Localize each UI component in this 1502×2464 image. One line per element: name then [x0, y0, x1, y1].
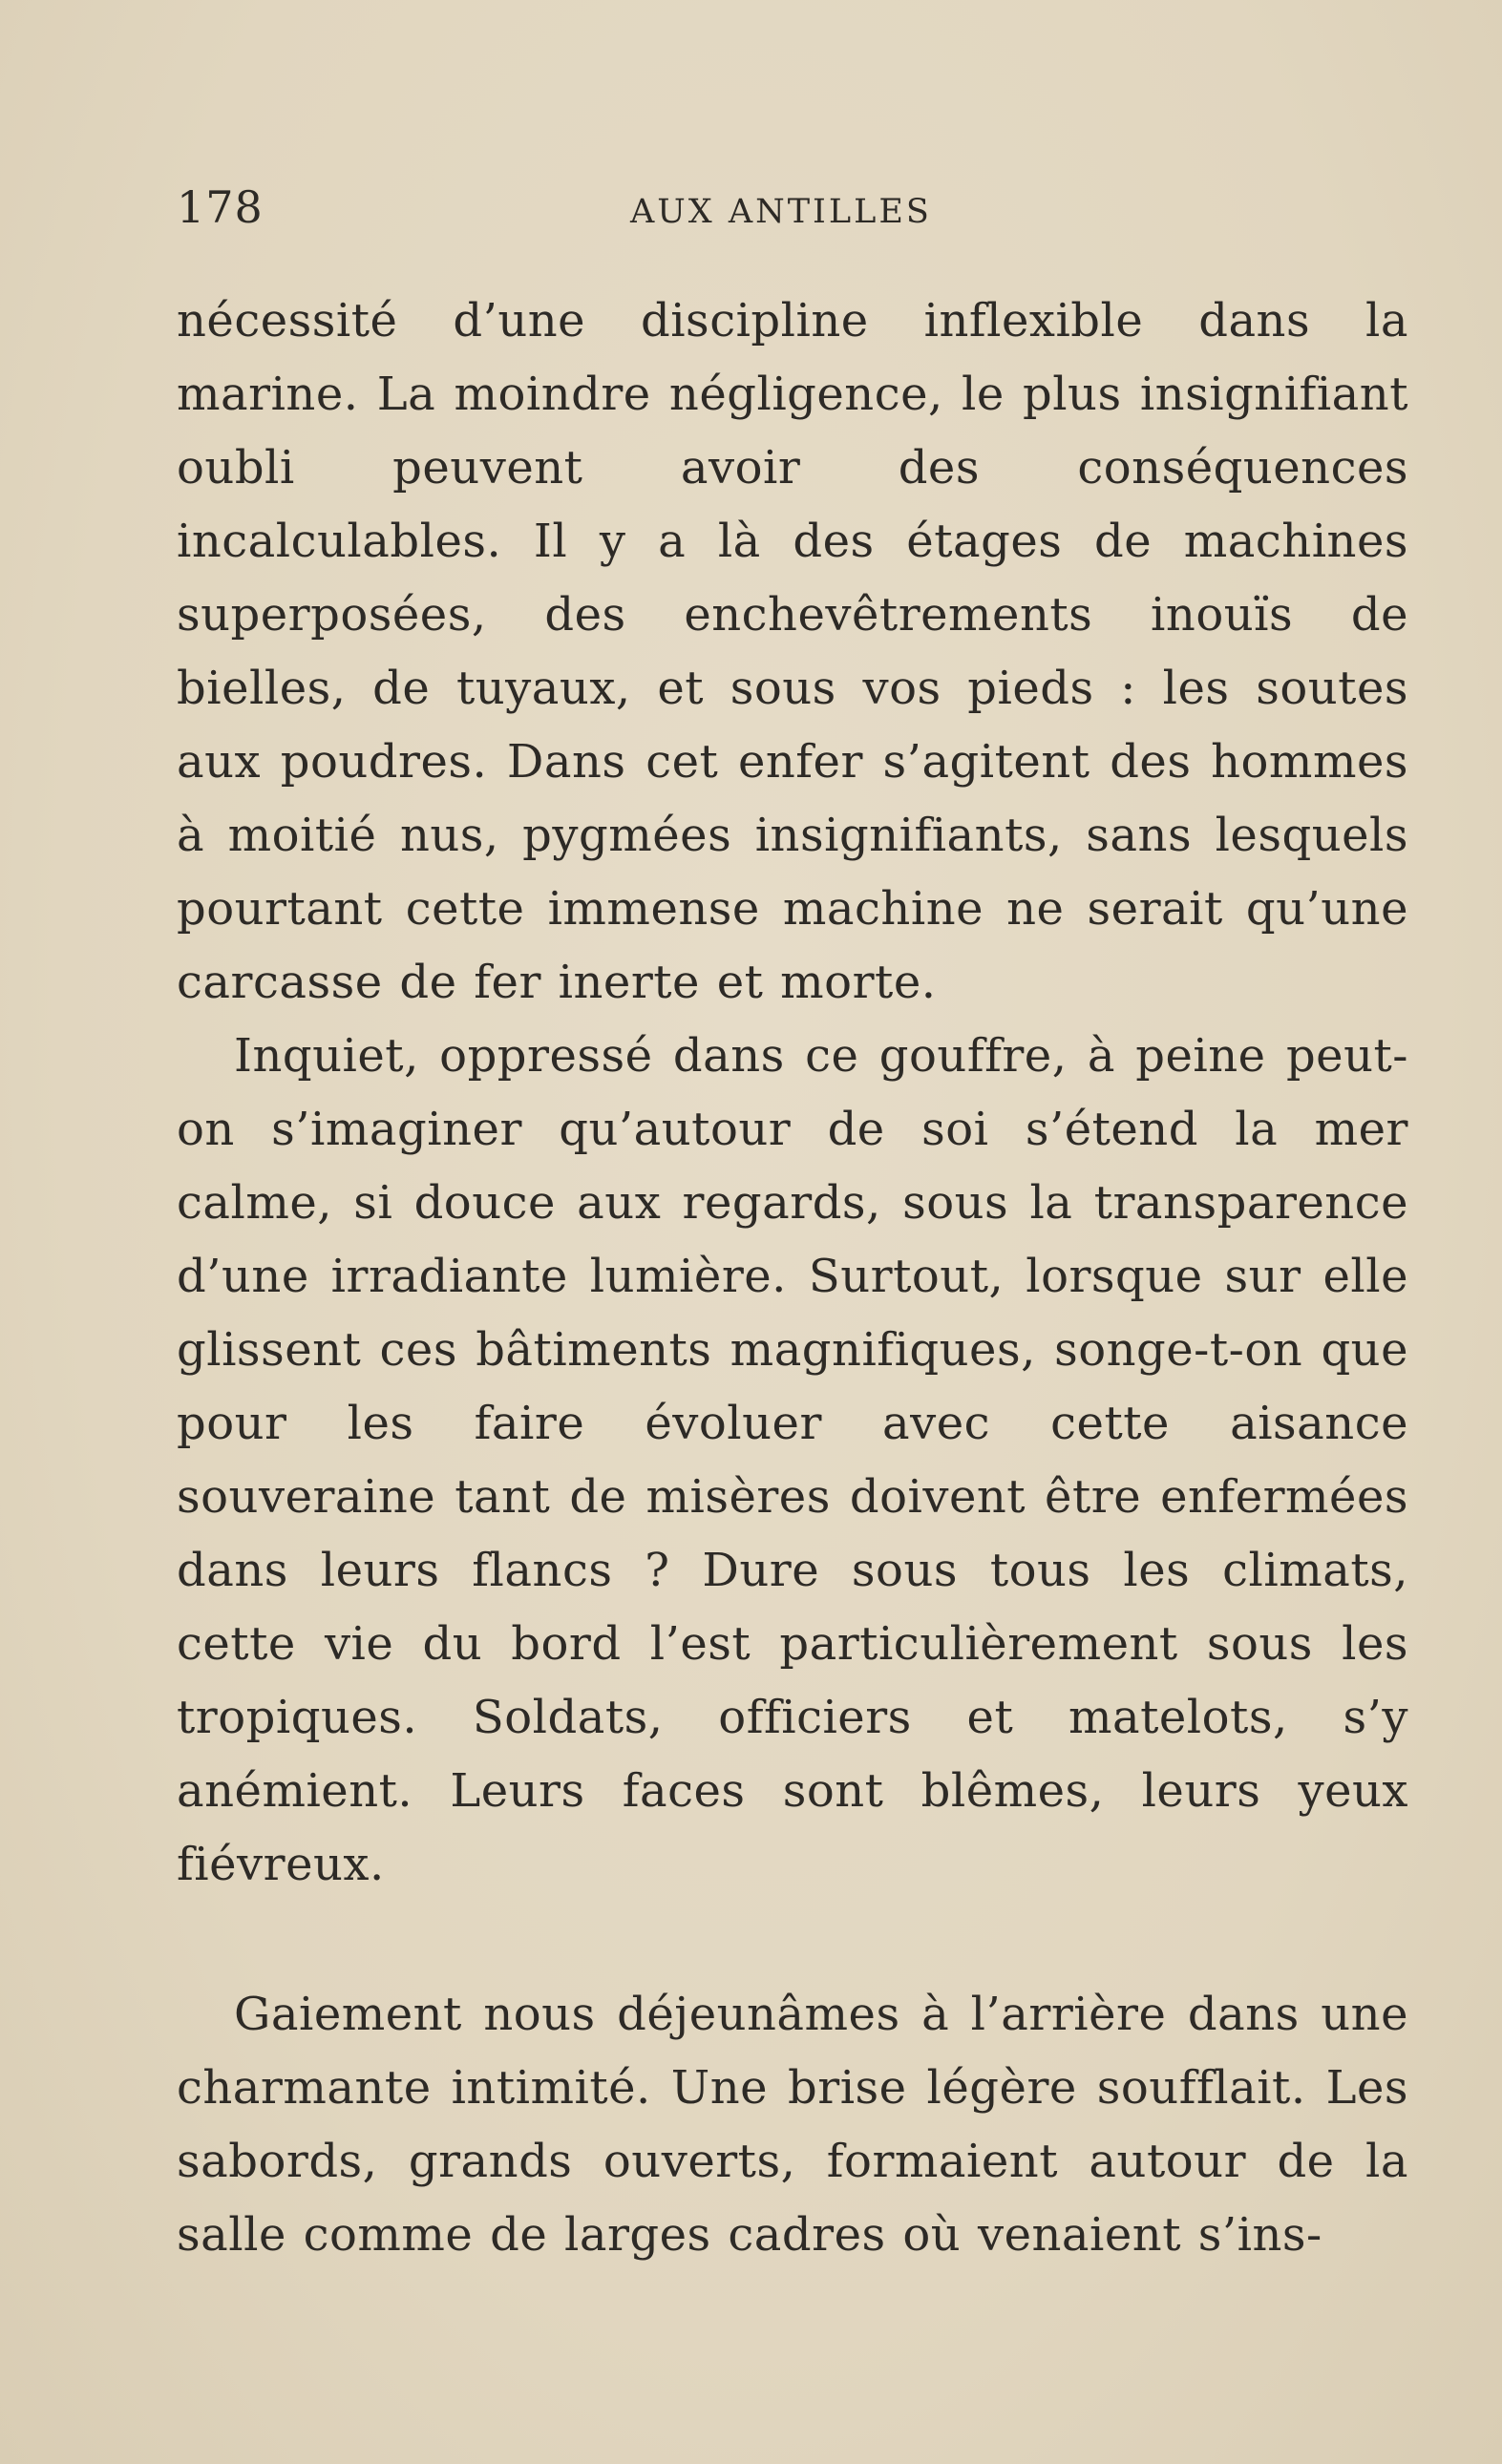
paragraph: Inquiet, oppressé dans ce gouffre, à peine peut-on s’imaginer qu’autour de soi s’étend la mer calme, si douce aux regards, sous la transparence d’une irradiante lumière. Surtout, lorsque sur elle glissent ces bâtiments magnifiques, songe-t-on que pour les faire évoluer avec cette aisance souveraine tant de misères doivent être enfermées dans leurs flancs ? Dure sous tous les climats, cette vie du bord l’est particulièrement sous les tropiques. Soldats, officiers et matelots, s’y anémient. Leurs faces sont blêmes, leurs yeux fiévreux.: [177, 1029, 1408, 1891]
paragraph: Gaiement nous déjeunâmes à l’arrière dans une charmante intimité. Une brise légère soufflait. Les sabords, grands ouverts, formaient autour de la salle comme de larges cadres où venaient s’ins-: [177, 1988, 1408, 2262]
body-text: [177, 284, 1408, 2272]
page-number: 178: [177, 181, 264, 233]
running-head: [177, 181, 1437, 239]
running-title: AUX ANTILLES: [630, 193, 932, 231]
paragraph-continued: nécessité d’une discipline inflexible dans la marine. La moindre négligence, le plus insignifiant oubli peuvent avoir des conséquences incalculables. Il y a là des étages de machines superposées, des enchevêtrements inouïs de bielles, de tuyaux, et sous vos pieds : les soutes aux poudres. Dans cet enfer s’agitent des hommes à moitié nus, pygmées insignifiants, sans lesquels pourtant cette immense machine ne serait qu’une carcasse de fer inerte et morte.: [177, 294, 1408, 1009]
